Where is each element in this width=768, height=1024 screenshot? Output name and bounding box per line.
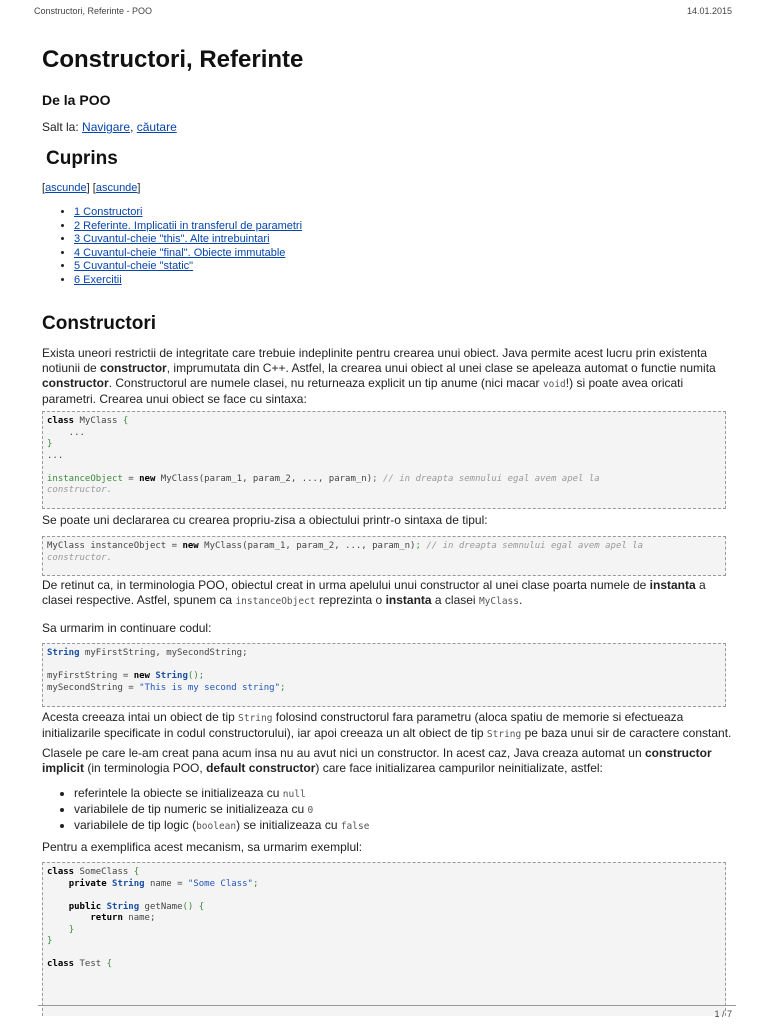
toc-link[interactable]: 1 Constructori	[74, 206, 143, 218]
toc-link[interactable]: 2 Referinte. Implicatii in transferul de parametri	[74, 219, 303, 232]
toc-title: Cuprins	[46, 148, 118, 169]
page-subtitle: De la POO	[42, 92, 111, 108]
page-number: 1 / 7	[714, 1009, 732, 1019]
search-link[interactable]: căutare	[136, 120, 177, 134]
section-heading: Constructori	[42, 313, 156, 334]
toc-item	[74, 233, 302, 247]
paragraph-intro: Exista uneori restrictii de integritate care trebuie indeplinite pentru crearea unui obiect. Java permite acest lucru prin existenta notiunii de constructor, imprumutata din C++. Astfel, la crearea unui obiect al unei clase se apeleaza automat o functie numita constructor. Constructorul are numele clasei, nu returneaza explicit un tip anume (nici macar void!) si poate avea oricati parametri. Crearea unui obiect se face cu sintaxa:	[42, 346, 716, 406]
code-block-strings: String myFirstString, mySecondString; myFirstString = new String(); mySecondString = "This is my second string";	[42, 643, 726, 707]
table-of-contents	[58, 206, 302, 287]
page-header	[34, 6, 732, 16]
navigation-link[interactable]: Navigare	[82, 120, 131, 134]
toc-link[interactable]: 5 Cuvantul-cheie "static"	[74, 260, 194, 272]
toc-hide-link-2[interactable]: ascunde	[95, 182, 138, 194]
toc-hide-link[interactable]: ascunde	[45, 182, 87, 194]
paragraph-instance: De retinut ca, in terminologia POO, obiectul creat in urma apelului unui constructor al unei clase poarta numele de instanta a clasei respective. Astfel, spunem ca instanceObject reprezinta o instanta a clasei MyClass.	[42, 578, 706, 607]
toc-link[interactable]: 4 Cuvantul-cheie "final". Obiecte immutable	[74, 246, 286, 259]
paragraph-string-explain: Acesta creeaza intai un obiect de tip String folosind constructorul fara parametru (aloca spatiu de memorie si efectueaza initializarile specificate in codul constructorului), iar apoi creeaza un alt obiect de tip String pe baza unui sir de caractere constant.	[42, 710, 732, 740]
toc-item	[74, 206, 302, 220]
footer-divider	[38, 1005, 736, 1006]
paragraph-declaration: Se poate uni declararea cu crearea propriu-zisa a obiectului printr-o sintaxa de tipul:	[42, 513, 488, 527]
paragraph-follow-code: Sa urmarim in continuare codul:	[42, 621, 212, 635]
page-title: Constructori, Referinte	[42, 46, 304, 73]
list-item: • variabilele de tip logic (boolean) se initializeaza cu false	[74, 818, 369, 834]
jump-to-bar: Salt la: Navigare, căutare	[42, 120, 177, 134]
list-item: • referintele la obiecte se initializeaza cu null	[74, 786, 369, 802]
toc-item	[74, 247, 302, 261]
default-values-list	[58, 786, 369, 834]
paragraph-example: Pentru a exemplifica acest mecanism, sa urmarim exemplul:	[42, 840, 363, 854]
code-block-someclass: class SomeClass { private String name = "Some Class"; public String getName() { return name; } } class Test {	[42, 862, 726, 1016]
toc-link[interactable]: 3 Cuvantul-cheie "this". Alte intrebuintari	[74, 233, 270, 245]
header-title: Constructori, Referinte - POO	[34, 6, 153, 16]
paragraph-default-constructor: Clasele pe care le-am creat pana acum insa nu au avut nici un constructor. In acest caz, Java creaza automat un constructor implicit (in terminologia POO, default constructor) care face initializarea campurilor neinitializate, astfel:	[42, 746, 712, 775]
header-date: 14.01.2015	[686, 6, 732, 16]
code-block-declaration: MyClass instanceObject = new MyClass(param_1, param_2, ..., param_n); // in dreapta semnului egal avem apel la constructor.	[42, 536, 726, 576]
list-item: • variabilele de tip numeric se initializeaza cu 0	[74, 802, 369, 818]
code-block-syntax: class MyClass { ... } ... instanceObject = new MyClass(param_1, param_2, ..., param_n); // in dreapta semnului egal avem apel la constructor.	[42, 411, 726, 509]
toc-item	[74, 274, 302, 288]
toc-item	[74, 220, 302, 234]
toc-link[interactable]: 6 Exercitii	[74, 273, 122, 286]
toc-toggle: [ascunde] [ascunde]	[42, 182, 141, 194]
toc-item	[74, 260, 302, 274]
